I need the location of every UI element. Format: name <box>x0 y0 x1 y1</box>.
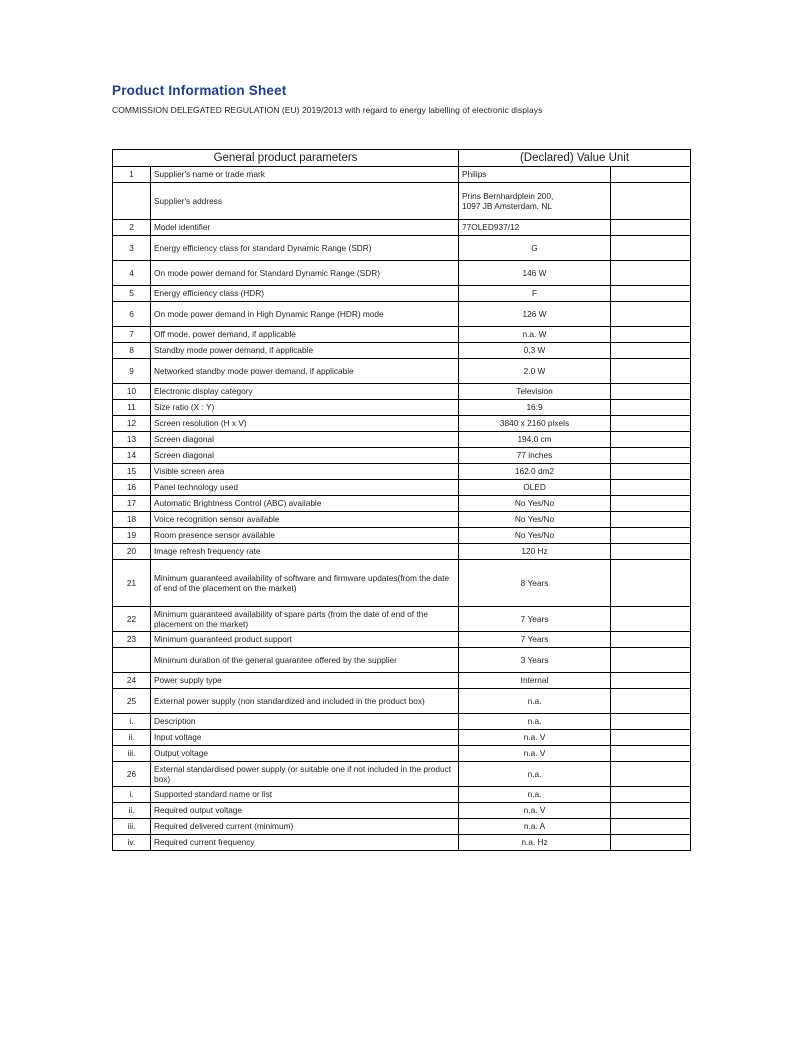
row-declared-value: 162.0 dm2 <box>459 464 611 480</box>
row-parameter-label: Automatic Brightness Control (ABC) available <box>151 496 459 512</box>
row-parameter-label: Electronic display category <box>151 384 459 400</box>
table-row <box>113 183 691 220</box>
row-parameter-label: Screen diagonal <box>151 448 459 464</box>
row-unit <box>611 560 691 607</box>
row-number: 16 <box>113 480 151 496</box>
row-parameter-label: Off mode, power demand, if applicable <box>151 327 459 343</box>
table-row <box>113 632 691 648</box>
row-number: 15 <box>113 464 151 480</box>
row-declared-value: 8 Years <box>459 560 611 607</box>
row-declared-value: n.a. <box>459 787 611 803</box>
row-unit <box>611 167 691 183</box>
row-number: 17 <box>113 496 151 512</box>
row-number: i. <box>113 714 151 730</box>
row-unit <box>611 183 691 220</box>
row-declared-value: 146 W <box>459 261 611 286</box>
row-parameter-label: Required delivered current (minimum) <box>151 819 459 835</box>
table-row <box>113 787 691 803</box>
row-parameter-label: Required current frequency <box>151 835 459 851</box>
row-number: ii. <box>113 803 151 819</box>
row-unit <box>611 496 691 512</box>
row-unit <box>611 762 691 787</box>
row-declared-value: No Yes/No <box>459 528 611 544</box>
row-unit <box>611 689 691 714</box>
row-parameter-label: Visible screen area <box>151 464 459 480</box>
row-parameter-label: Minimum guaranteed availability of spare parts (from the date of end of the placement on the market) <box>151 607 459 632</box>
table-row <box>113 730 691 746</box>
table-row <box>113 480 691 496</box>
table-row <box>113 220 691 236</box>
table-row <box>113 496 691 512</box>
row-unit <box>611 512 691 528</box>
row-declared-value: Philips <box>459 167 611 183</box>
row-declared-value: n.a. <box>459 762 611 787</box>
row-parameter-label: Output voltage <box>151 746 459 762</box>
row-declared-value: 3 Years <box>459 648 611 673</box>
row-unit <box>611 480 691 496</box>
row-declared-value: No Yes/No <box>459 512 611 528</box>
row-number: 14 <box>113 448 151 464</box>
row-number: 10 <box>113 384 151 400</box>
row-declared-value: 7 Years <box>459 607 611 632</box>
row-unit <box>611 448 691 464</box>
row-parameter-label: Minimum guaranteed product support <box>151 632 459 648</box>
row-unit <box>611 220 691 236</box>
row-number: 13 <box>113 432 151 448</box>
row-parameter-label: External standardised power supply (or suitable one if not included in the product box) <box>151 762 459 787</box>
row-number: 6 <box>113 302 151 327</box>
row-parameter-label: Input voltage <box>151 730 459 746</box>
table-row <box>113 359 691 384</box>
row-number: 19 <box>113 528 151 544</box>
table-row <box>113 400 691 416</box>
row-declared-value: 126 W <box>459 302 611 327</box>
table-row <box>113 835 691 851</box>
row-unit <box>611 746 691 762</box>
row-parameter-label: Size ratio (X : Y) <box>151 400 459 416</box>
row-declared-value: No Yes/No <box>459 496 611 512</box>
table-row <box>113 746 691 762</box>
table-row <box>113 607 691 632</box>
row-declared-value: n.a. <box>459 689 611 714</box>
row-parameter-label: Minimum duration of the general guarantee offered by the supplier <box>151 648 459 673</box>
row-number: 3 <box>113 236 151 261</box>
row-unit <box>611 648 691 673</box>
row-unit <box>611 327 691 343</box>
row-number: 22 <box>113 607 151 632</box>
row-unit <box>611 528 691 544</box>
row-number: i. <box>113 787 151 803</box>
row-unit <box>611 400 691 416</box>
regulation-subtitle: COMMISSION DELEGATED REGULATION (EU) 2019/2013 with regard to energy labelling of electronic displays <box>112 105 543 115</box>
row-parameter-label: On mode power demand for Standard Dynamic Range (SDR) <box>151 261 459 286</box>
row-unit <box>611 730 691 746</box>
table-row <box>113 448 691 464</box>
row-number: 9 <box>113 359 151 384</box>
table-row <box>113 819 691 835</box>
row-declared-value: 77 inches <box>459 448 611 464</box>
table-row <box>113 673 691 689</box>
row-unit <box>611 359 691 384</box>
row-unit <box>611 236 691 261</box>
header-declared-value-unit: (Declared) Value Unit <box>459 150 691 167</box>
page-title: Product Information Sheet <box>112 83 287 98</box>
table-row <box>113 544 691 560</box>
row-declared-value: n.a. V <box>459 746 611 762</box>
row-number: 11 <box>113 400 151 416</box>
row-unit <box>611 302 691 327</box>
row-declared-value: F <box>459 286 611 302</box>
table-row <box>113 432 691 448</box>
table-row <box>113 384 691 400</box>
table-row <box>113 167 691 183</box>
row-declared-value: OLED <box>459 480 611 496</box>
table-row <box>113 261 691 286</box>
row-declared-value: n.a. V <box>459 730 611 746</box>
row-number: 7 <box>113 327 151 343</box>
row-unit <box>611 787 691 803</box>
row-unit <box>611 632 691 648</box>
row-declared-value: 120 Hz <box>459 544 611 560</box>
row-unit <box>611 286 691 302</box>
row-unit <box>611 835 691 851</box>
row-number: 23 <box>113 632 151 648</box>
row-parameter-label: Power supply type <box>151 673 459 689</box>
row-declared-value: n.a. A <box>459 819 611 835</box>
row-parameter-label: Room presence sensor available <box>151 528 459 544</box>
header-general-parameters: General product parameters <box>113 150 459 167</box>
row-number: 5 <box>113 286 151 302</box>
row-declared-value: 0.3 W <box>459 343 611 359</box>
row-declared-value: n.a. Hz <box>459 835 611 851</box>
row-declared-value: 194.0 cm <box>459 432 611 448</box>
row-parameter-label: Networked standby mode power demand, if applicable <box>151 359 459 384</box>
row-unit <box>611 261 691 286</box>
row-declared-value: 3840 x 2160 pixels <box>459 416 611 432</box>
row-parameter-label: Standby mode power demand, if applicable <box>151 343 459 359</box>
row-declared-value: 7 Years <box>459 632 611 648</box>
table-row <box>113 302 691 327</box>
row-unit <box>611 803 691 819</box>
row-declared-value: G <box>459 236 611 261</box>
row-parameter-label: Minimum guaranteed availability of software and firmware updates(from the date of end of the placement on the market) <box>151 560 459 607</box>
row-declared-value: 2.0 W <box>459 359 611 384</box>
row-parameter-label: On mode power demand in High Dynamic Range (HDR) mode <box>151 302 459 327</box>
table-row <box>113 689 691 714</box>
table-row <box>113 343 691 359</box>
row-parameter-label: Description <box>151 714 459 730</box>
table-row <box>113 528 691 544</box>
row-number: 2 <box>113 220 151 236</box>
row-unit <box>611 819 691 835</box>
row-number <box>113 183 151 220</box>
row-number: 1 <box>113 167 151 183</box>
row-unit <box>611 673 691 689</box>
row-unit <box>611 416 691 432</box>
row-parameter-label: Voice recognition sensor available <box>151 512 459 528</box>
row-declared-value: 77OLED937/12 <box>459 220 611 236</box>
row-number: 26 <box>113 762 151 787</box>
row-declared-value: 16:9 <box>459 400 611 416</box>
row-parameter-label: Required output voltage <box>151 803 459 819</box>
row-declared-value: n.a. V <box>459 803 611 819</box>
row-number: 12 <box>113 416 151 432</box>
row-number: 4 <box>113 261 151 286</box>
row-parameter-label: Supplier's address <box>151 183 459 220</box>
table-row <box>113 803 691 819</box>
row-parameter-label: Image refresh frequency rate <box>151 544 459 560</box>
row-parameter-label: Model identifier <box>151 220 459 236</box>
row-parameter-label: Panel technology used <box>151 480 459 496</box>
row-number <box>113 648 151 673</box>
row-parameter-label: Screen diagonal <box>151 432 459 448</box>
row-unit <box>611 714 691 730</box>
row-unit <box>611 384 691 400</box>
row-parameter-label: Energy efficiency class for standard Dynamic Range (SDR) <box>151 236 459 261</box>
row-number: iii. <box>113 819 151 835</box>
row-number: 25 <box>113 689 151 714</box>
row-declared-value: Internal <box>459 673 611 689</box>
row-unit <box>611 544 691 560</box>
row-declared-value: Prins Bernhardplein 200, 1097 JB Amsterdam, NL <box>459 183 611 220</box>
row-number: 21 <box>113 560 151 607</box>
table-header-row <box>113 150 691 167</box>
row-parameter-label: Energy efficiency class (HDR) <box>151 286 459 302</box>
row-unit <box>611 432 691 448</box>
row-declared-value: n.a. <box>459 714 611 730</box>
row-number: 18 <box>113 512 151 528</box>
row-number: iii. <box>113 746 151 762</box>
row-unit <box>611 607 691 632</box>
row-number: 20 <box>113 544 151 560</box>
row-number: 8 <box>113 343 151 359</box>
table-row <box>113 236 691 261</box>
table-row <box>113 648 691 673</box>
row-declared-value: Television <box>459 384 611 400</box>
product-parameters-table <box>112 149 691 851</box>
table-row <box>113 714 691 730</box>
table-row <box>113 464 691 480</box>
row-unit <box>611 343 691 359</box>
table-row <box>113 416 691 432</box>
table-row <box>113 327 691 343</box>
table-row <box>113 286 691 302</box>
table-row <box>113 512 691 528</box>
table-row <box>113 762 691 787</box>
row-parameter-label: Supplier's name or trade mark <box>151 167 459 183</box>
row-number: ii. <box>113 730 151 746</box>
row-parameter-label: Supported standard name or list <box>151 787 459 803</box>
row-number: iv. <box>113 835 151 851</box>
row-number: 24 <box>113 673 151 689</box>
row-unit <box>611 464 691 480</box>
row-parameter-label: Screen resolution (H x V) <box>151 416 459 432</box>
row-declared-value: n.a. W <box>459 327 611 343</box>
table-row <box>113 560 691 607</box>
row-parameter-label: External power supply (non standardized and included in the product box) <box>151 689 459 714</box>
